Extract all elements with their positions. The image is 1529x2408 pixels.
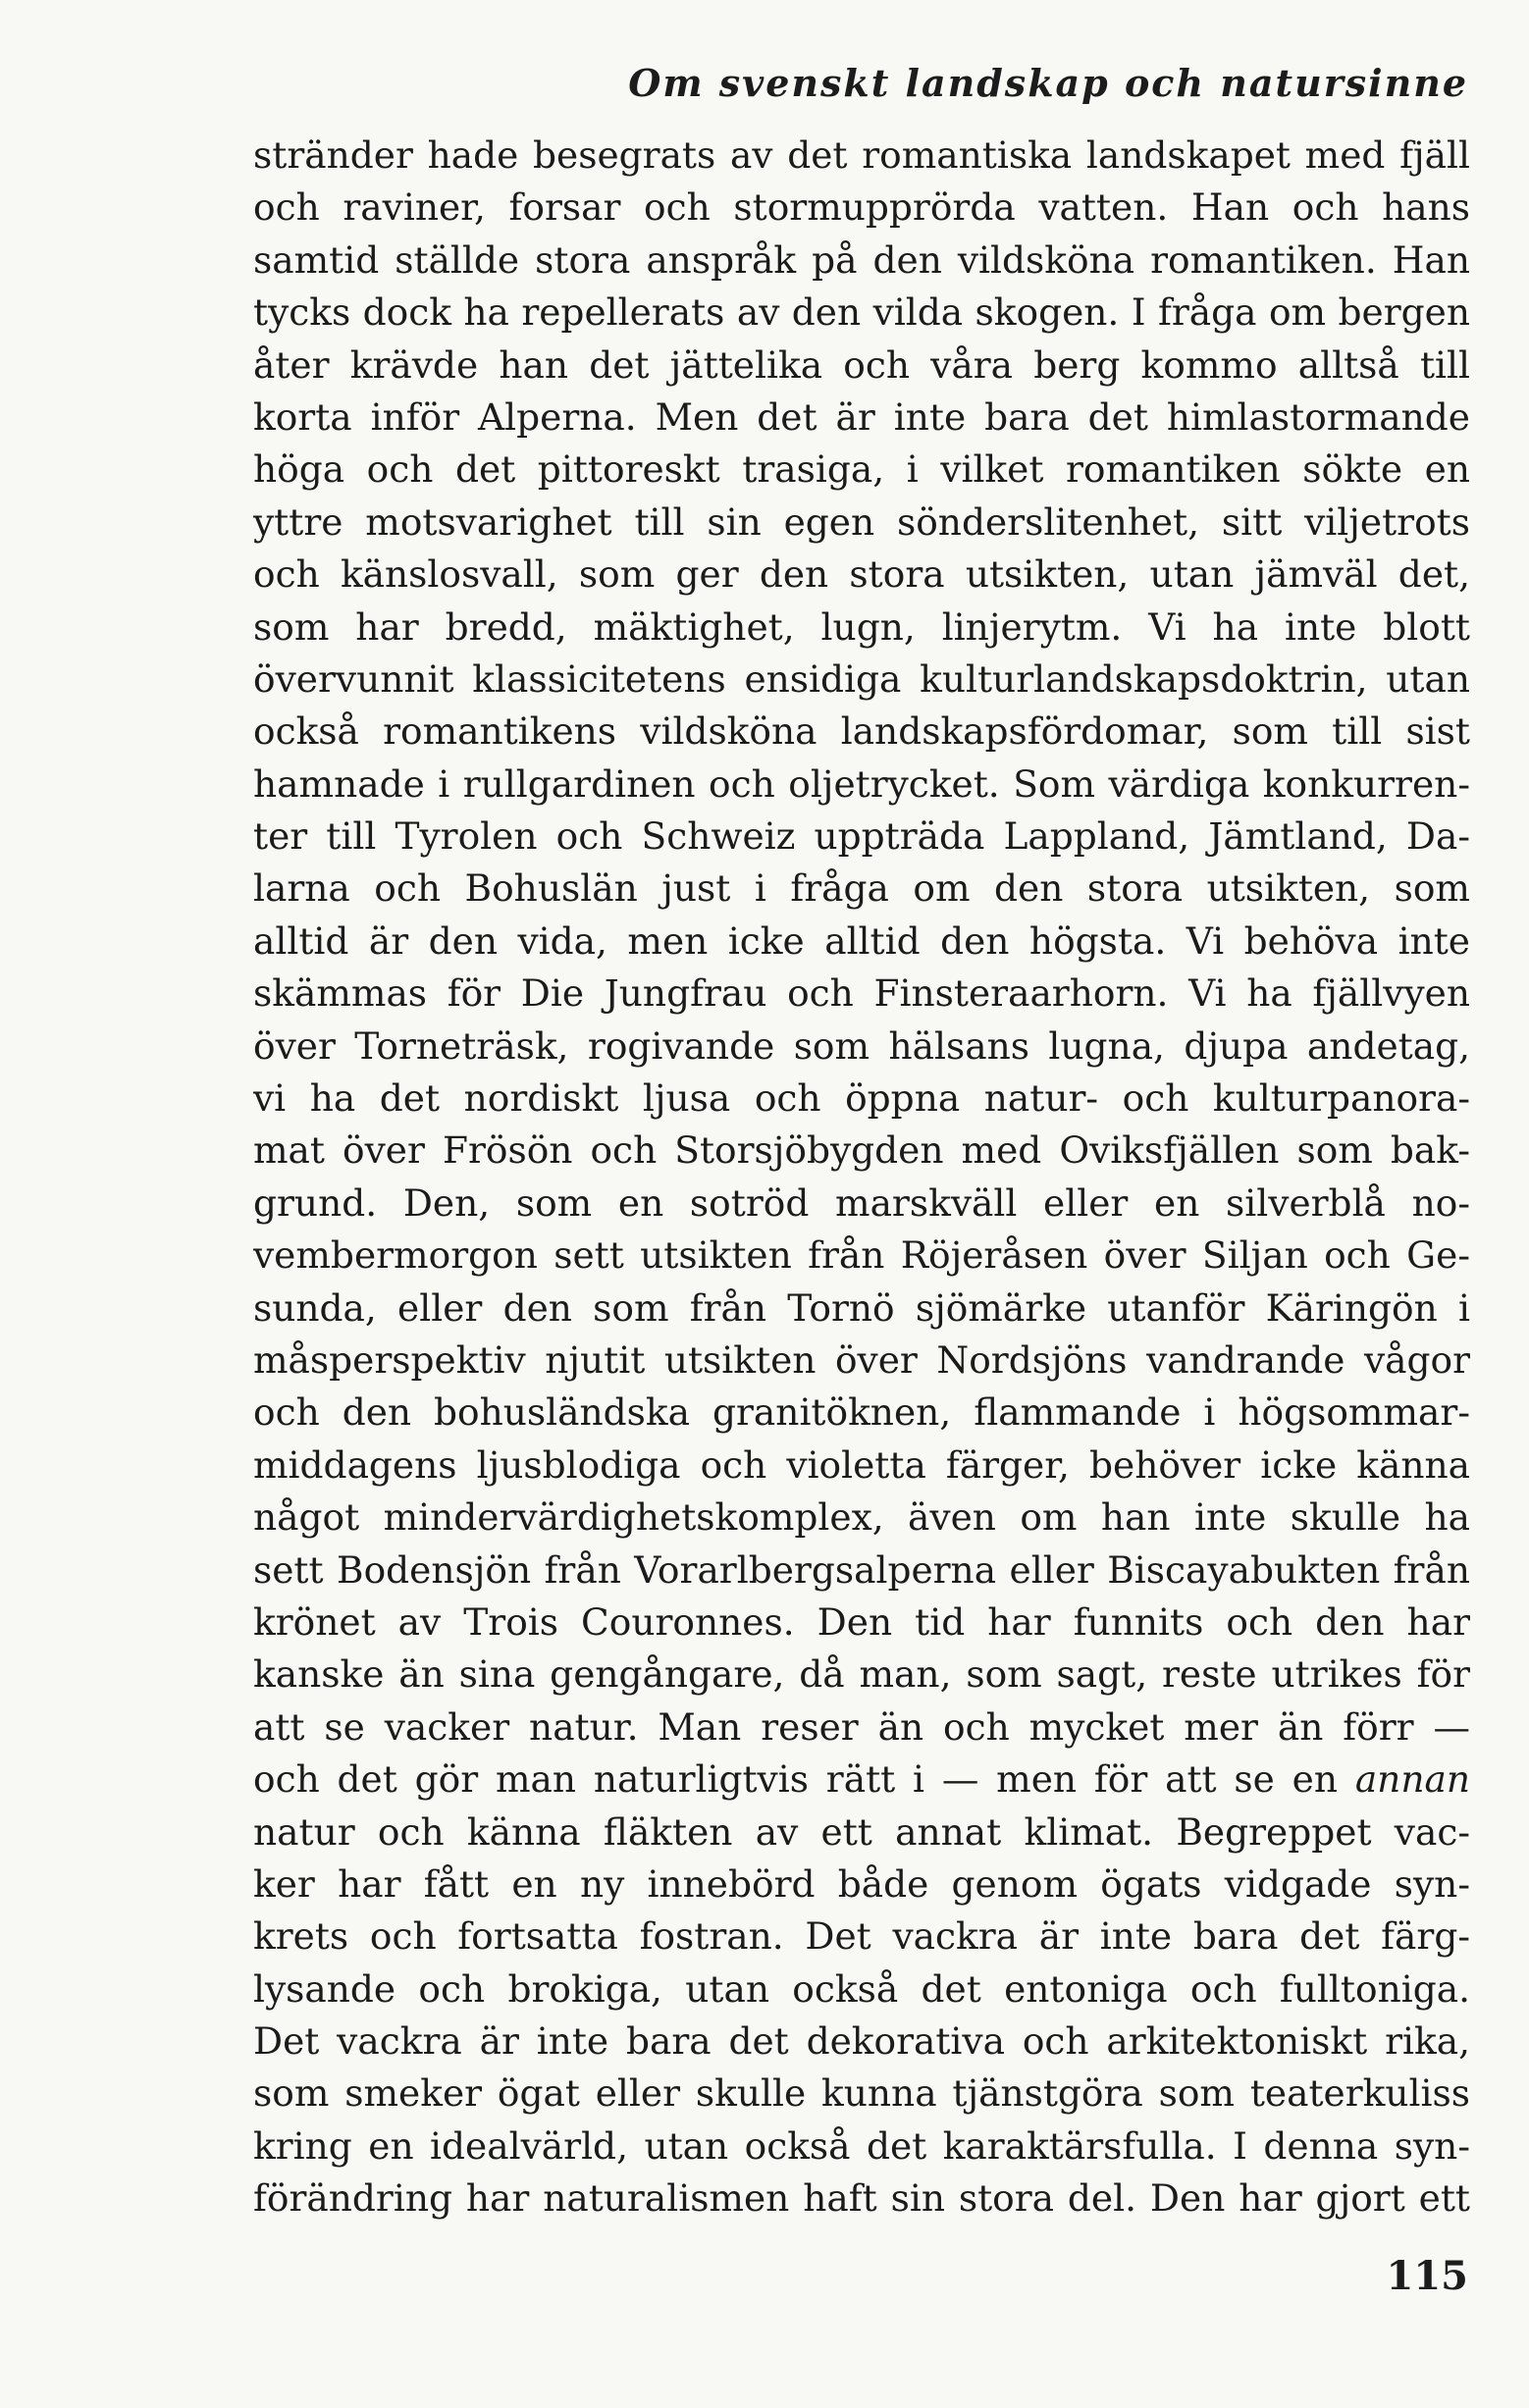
- text-line: vembermorgon sett utsikten från Röjeråsen över Siljan och Ge-: [253, 1233, 1470, 1278]
- text-line: samtid ställde stora anspråk på den vildsköna romantiken. Han: [253, 237, 1470, 282]
- text-line: och den bohusländska granitöknen, flammande i högsommar-: [253, 1390, 1470, 1435]
- text-line: också romantikens vildsköna landskapsfördomar, som till sist: [253, 709, 1470, 754]
- text-line-segment: och det gör man naturligtvis rätt i — men för att se en: [253, 1757, 1338, 1802]
- text-line: stränder hade besegrats av det romantiska landskapet med fjäll: [253, 133, 1470, 177]
- text-line: förändring har naturalismen haft sin stora del. Den har gjort ett: [253, 2176, 1470, 2221]
- text-line: Det vackra är inte bara det dekorativa och arkitektoniskt rika,: [253, 2019, 1470, 2064]
- text-line: som smeker ögat eller skulle kunna tjänstgöra som teaterkuliss: [253, 2071, 1470, 2116]
- text-line: natur och känna fläkten av ett annat klimat. Begreppet vac-: [253, 1809, 1470, 1854]
- text-line-with-italic: [253, 1754, 1470, 1806]
- text-line: att se vacker natur. Man reser än och mycket mer än förr —: [253, 1704, 1470, 1749]
- text-line: tycks dock ha repellerats av den vilda skogen. I fråga om bergen: [253, 290, 1470, 335]
- text-line: ter till Tyrolen och Schweiz uppträda Lappland, Jämtland, Da-: [253, 814, 1470, 859]
- text-line: hamnade i rullgardinen och oljetrycket. Som värdiga konkurren-: [253, 761, 1470, 806]
- text-line: lysande och brokiga, utan också det entoniga och fulltoniga.: [253, 1966, 1470, 2011]
- text-line: ker har fått en ny innebörd både genom ögats vidgade syn-: [253, 1861, 1470, 1906]
- text-line: kring en idealvärld, utan också det karaktärsfulla. I denna syn-: [253, 2123, 1470, 2168]
- text-line: sett Bodensjön från Vorarlbergsalperna eller Biscayabukten från: [253, 1547, 1470, 1592]
- text-line: sunda, eller den som från Tornö sjömärke utanför Käringön i: [253, 1285, 1470, 1330]
- text-line: skämmas för Die Jungfrau och Finsteraarhorn. Vi ha fjällvyen: [253, 971, 1470, 1016]
- text-line: alltid är den vida, men icke alltid den högsta. Vi behöva inte: [253, 918, 1470, 963]
- text-line: vi ha det nordiskt ljusa och öppna natur- och kulturpanora-: [253, 1076, 1470, 1121]
- text-line: och känslosvall, som ger den stora utsikten, utan jämväl det,: [253, 552, 1470, 597]
- text-line: krets och fortsatta fostran. Det vackra är inte bara det färg-: [253, 1914, 1470, 1959]
- text-line: larna och Bohuslän just i fråga om den stora utsikten, som: [253, 866, 1470, 911]
- text-line: mat över Frösön och Storsjöbygden med Oviksfjällen som bak-: [253, 1128, 1470, 1173]
- text-line: som har bredd, mäktighet, lugn, linjerytm. Vi ha inte blott: [253, 604, 1470, 649]
- text-line: kanske än sina gengångare, då man, som sagt, reste utrikes för: [253, 1652, 1470, 1697]
- running-header: Om svenskt landskap och natursinne: [628, 61, 1468, 105]
- text-line: måsperspektiv njutit utsikten över Nordsjöns vandrande vågor: [253, 1337, 1470, 1382]
- text-line: över Torneträsk, rogivande som hälsans lugna, djupa andetag,: [253, 1023, 1470, 1068]
- body-text: [253, 130, 1470, 2225]
- italic-word: annan: [1354, 1757, 1470, 1802]
- text-line: övervunnit klassicitetens ensidiga kulturlandskapsdoktrin, utan: [253, 656, 1470, 701]
- text-line: yttre motsvarighet till sin egen sönderslitenhet, sitt viljetrots: [253, 499, 1470, 544]
- text-line: middagens ljusblodiga och violetta färger, behöver icke känna: [253, 1442, 1470, 1487]
- text-line: något mindervärdighetskomplex, även om han inte skulle ha: [253, 1495, 1470, 1540]
- text-line: höga och det pittoreskt trasiga, i vilket romantiken sökte en: [253, 447, 1470, 492]
- text-line: åter krävde han det jättelika och våra berg kommo alltså till: [253, 342, 1470, 387]
- text-line: och raviner, forsar och stormupprörda vatten. Han och hans: [253, 185, 1470, 230]
- text-line: krönet av Trois Couronnes. Den tid har funnits och den har: [253, 1599, 1470, 1644]
- page-number: 115: [1386, 2253, 1468, 2299]
- text-line: grund. Den, som en sotröd marskväll eller en silverblå no-: [253, 1180, 1470, 1225]
- text-line: korta inför Alperna. Men det är inte bara det himlastormande: [253, 394, 1470, 439]
